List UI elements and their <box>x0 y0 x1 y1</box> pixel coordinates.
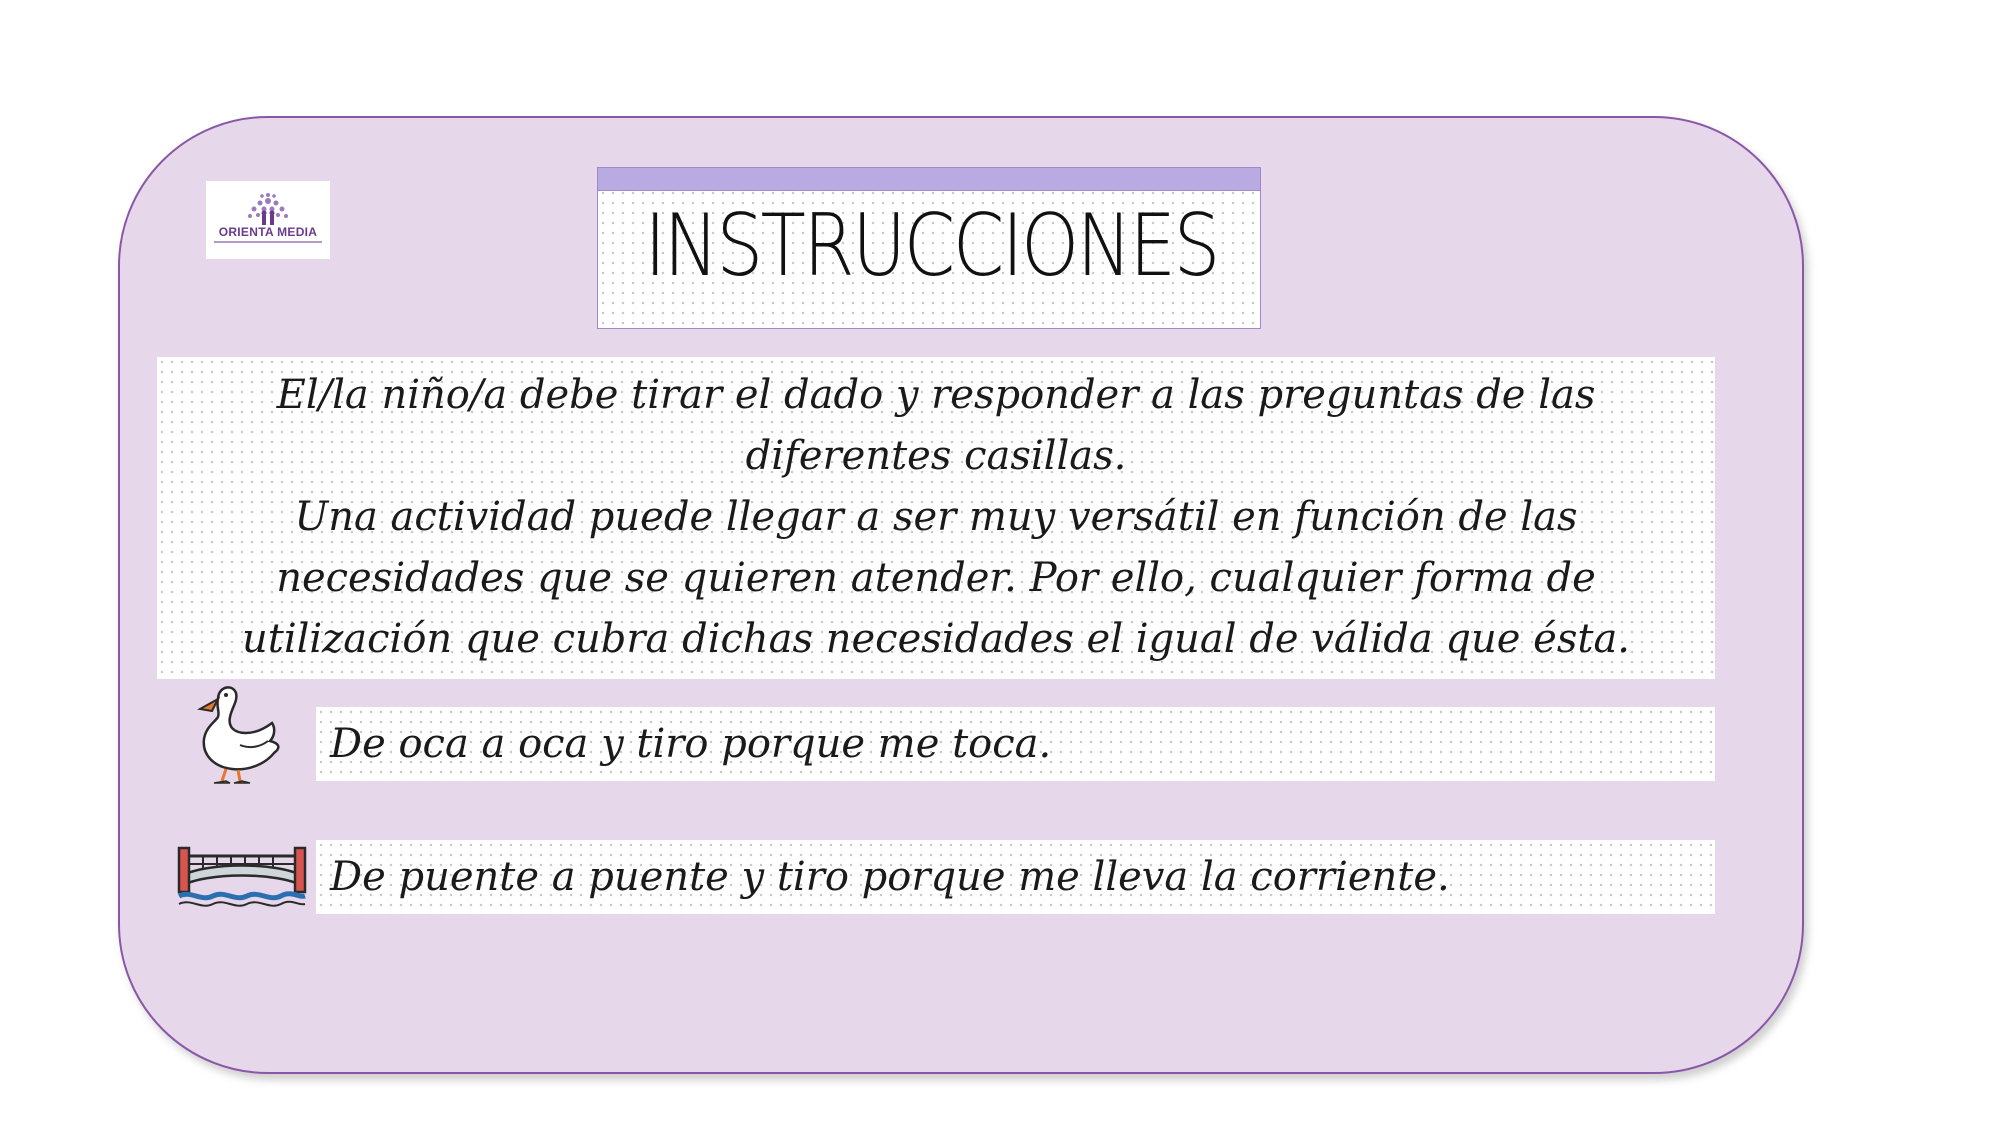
description-line-2: Una actividad puede llegar a ser muy versátil en función de las necesidades que se quieren atender. Por ello, cualquier forma de utilización que cubra dichas necesidades el igual de válida que ésta. <box>241 494 1631 662</box>
rule-goose: De oca a oca y tiro porque me toca. <box>316 707 1715 781</box>
page-title: INSTRUCCIONES <box>644 196 1218 296</box>
logo-underline <box>214 241 322 243</box>
title-box <box>597 167 1261 329</box>
bridge-icon <box>177 842 307 916</box>
logo-text: ORIENTA MEDIA <box>218 225 318 239</box>
goose-icon <box>190 677 290 791</box>
title-accent-bar <box>598 168 1260 191</box>
description-box <box>157 357 1715 679</box>
description-line-1: El/la niño/a debe tirar el dado y responder a las preguntas de las diferentes casillas. <box>276 372 1596 479</box>
orienta-media-logo <box>206 181 330 259</box>
rule-bridge: De puente a puente y tiro porque me lleva la corriente. <box>316 840 1715 914</box>
